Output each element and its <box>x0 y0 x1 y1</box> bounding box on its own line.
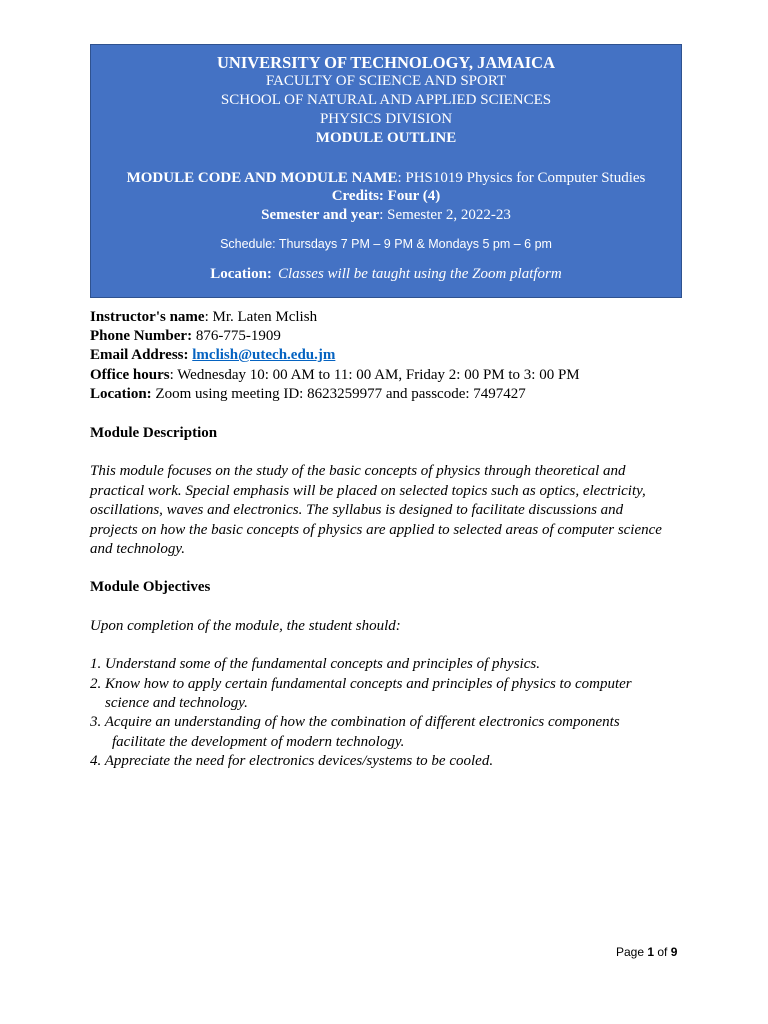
module-objectives-heading: Module Objectives <box>90 579 211 595</box>
document-type: MODULE OUTLINE <box>315 130 457 146</box>
class-location-line <box>91 266 681 283</box>
semester-value: : Semester 2, 2022-23 <box>379 207 511 223</box>
module-code-line <box>91 170 681 187</box>
school-name: SCHOOL OF NATURAL AND APPLIED SCIENCES <box>220 92 552 108</box>
objective-item: 2. Know how to apply certain fundamental concepts and principles of physics to computer <box>90 676 632 692</box>
class-location-label: Location: <box>210 266 272 282</box>
page-total: 9 <box>670 945 678 959</box>
faculty-name: FACULTY OF SCIENCE AND SPORT <box>265 73 507 89</box>
semester-label: Semester and year <box>261 207 380 223</box>
page-number <box>616 945 677 959</box>
page-current: 1 <box>647 945 655 959</box>
objective-item-continuation: facilitate the development of modern technology. <box>112 734 405 750</box>
phone-line <box>90 328 281 345</box>
objective-item-continuation: science and technology. <box>105 695 248 711</box>
description-line: This module focuses on the study of the basic concepts of physics through theoretical and <box>90 463 626 479</box>
office-hours-line <box>90 367 580 384</box>
module-header-box <box>90 44 682 298</box>
schedule-line: Schedule: Thursdays 7 PM – 9 PM & Mondays 5 pm – 6 pm <box>220 237 552 251</box>
description-line: and technology. <box>90 541 185 557</box>
objective-item: 1. Understand some of the fundamental concepts and principles of physics. <box>90 656 540 672</box>
phone-label: Phone Number: <box>90 328 193 344</box>
page-prefix: Page <box>616 945 648 959</box>
description-line: oscillations, waves and electronics. The syllabus is designed to facilitate discussions and <box>90 502 624 518</box>
module-code-value: : PHS1019 Physics for Computer Studies <box>397 170 646 186</box>
objective-item: 3. Acquire an understanding of how the combination of different electronics components <box>90 714 620 730</box>
email-label: Email Address: <box>90 347 189 363</box>
instructor-location-line <box>90 386 526 403</box>
division-name: PHYSICS DIVISION <box>319 111 453 127</box>
module-description-text <box>90 462 680 560</box>
description-line: projects on how the basic concepts of physics are applied to selected areas of computer science <box>90 521 662 538</box>
university-name: UNIVERSITY OF TECHNOLOGY, JAMAICA <box>217 53 555 72</box>
phone-value: 876-775-1909 <box>192 328 281 344</box>
objective-item: 4. Appreciate the need for electronics devices/systems to be cooled. <box>90 753 494 769</box>
class-location-value: Classes will be taught using the Zoom platform <box>277 266 562 282</box>
instructor-name-label: Instructor's name <box>90 309 205 325</box>
instructor-location-label: Location: <box>90 386 152 402</box>
credits-line: Credits: Four (4) <box>331 188 441 204</box>
instructor-name-line <box>90 309 317 326</box>
objectives-intro: Upon completion of the module, the student should: <box>90 618 401 634</box>
email-link[interactable]: lmclish@utech.edu.jm <box>192 347 336 363</box>
office-hours-value: : Wednesday 10: 00 AM to 11: 00 AM, Friday 2: 00 PM to 3: 00 PM <box>169 367 580 383</box>
description-line: practical work. Special emphasis will be placed on selected topics such as optics, electricity, <box>90 482 646 499</box>
office-hours-label: Office hours <box>90 367 170 383</box>
email-line <box>90 347 335 364</box>
module-code-label: MODULE CODE AND MODULE NAME <box>126 170 398 186</box>
instructor-location-value: Zoom using meeting ID: 8623259977 and passcode: 7497427 <box>151 386 526 402</box>
module-description-heading: Module Description <box>90 425 218 441</box>
page-of: of <box>654 945 671 959</box>
instructor-name-value: : Mr. Laten Mclish <box>204 309 318 325</box>
semester-line <box>91 207 681 224</box>
